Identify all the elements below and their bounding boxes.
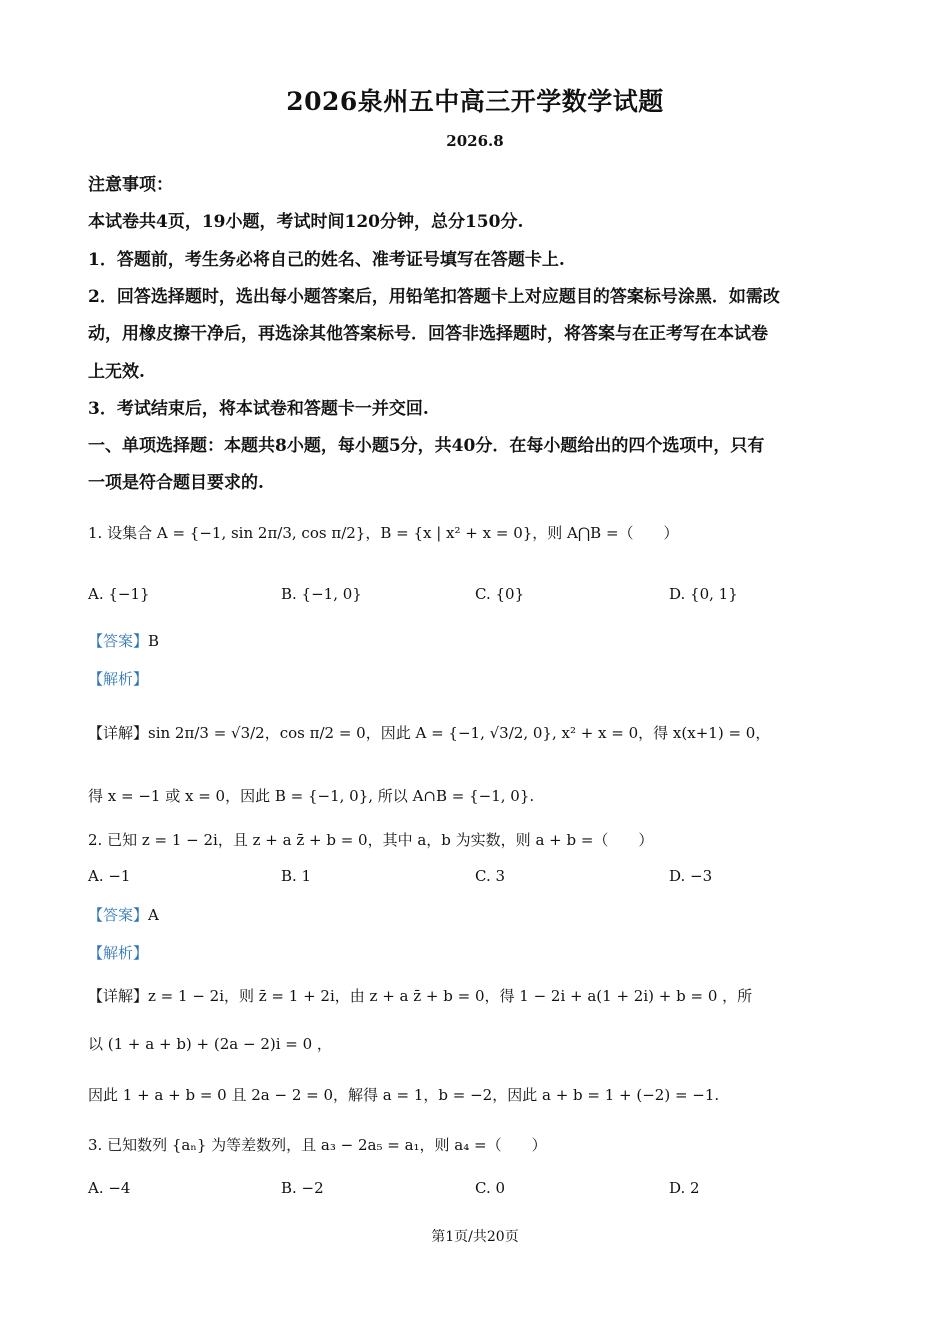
question-3-option-c: C. 0 <box>475 1179 506 1197</box>
notice-heading: 注意事项： <box>88 175 173 195</box>
question-1-detail-line-2: 得 x = −1 或 x = 0，因此 B = {−1, 0}, 所以 A∩B = {−1, 0}. <box>88 787 535 805</box>
question-1-option-c: C. {0} <box>475 585 525 603</box>
question-1-option-a: A. {−1} <box>88 585 150 603</box>
notice-summary: 本试卷共4页，19小题，考试时间120分钟，总分150分. <box>88 212 524 232</box>
question-3-option-b: B. −2 <box>281 1179 324 1197</box>
answer-value: A <box>148 906 159 924</box>
question-1-answer <box>88 630 159 651</box>
question-3-option-d: D. 2 <box>669 1179 700 1197</box>
section-1-heading-line-2: 一项是符合题目要求的. <box>88 473 264 493</box>
exam-date: 2026.8 <box>446 132 504 150</box>
answer-value: B <box>148 632 160 650</box>
question-2-detail-line-3: 因此 1 + a + b = 0 且 2a − 2 = 0，解得 a = 1，b = −2，因此 a + b = 1 + (−2) = −1. <box>88 1086 720 1104</box>
question-3-stem: 3. 已知数列 {aₙ} 为等差数列，且 a₃ − 2a₅ = a₁，则 a₄ =（ ） <box>88 1136 547 1154</box>
question-1-detail-line-1: 【详解】sin 2π/3 = √3/2，cos π/2 = 0，因此 A = {−1, √3/2, 0}, x² + x = 0，得 x(x+1) = 0， <box>88 724 771 742</box>
question-2-option-a: A. −1 <box>88 867 131 885</box>
question-2-stem: 2. 已知 z = 1 − 2i，且 z + a z̄ + b = 0，其中 a，b 为实数，则 a + b =（ ） <box>88 831 654 849</box>
notice-item-2-line-3: 上无效. <box>88 362 145 382</box>
section-1-heading-line-1: 一、单项选择题：本题共8小题，每小题5分，共40分．在每小题给出的四个选项中，只有 <box>88 436 765 456</box>
question-2-analysis-label: 【解析】 <box>88 944 149 962</box>
notice-item-2-line-2: 动，用橡皮擦干净后，再选涂其他答案标号．回答非选择题时，将答案与在正考写在本试卷 <box>88 324 768 344</box>
question-3-option-a: A. −4 <box>88 1179 131 1197</box>
question-2-detail-line-2: 以 (1 + a + b) + (2a − 2)i = 0 ， <box>88 1035 332 1053</box>
page-footer: 第1页/共20页 <box>431 1229 519 1245</box>
question-1-stem: 1. 设集合 A = {−1, sin 2π/3, cos π/2}，B = {x | x² + x = 0}，则 A⋂B =（ ） <box>88 524 679 542</box>
question-1-option-d: D. {0, 1} <box>669 585 738 603</box>
question-2-option-b: B. 1 <box>281 867 312 885</box>
question-1-option-b: B. {−1, 0} <box>281 585 362 603</box>
notice-item-1: 1．答题前，考生务必将自己的姓名、准考证号填写在答题卡上. <box>88 250 565 270</box>
question-2-option-c: C. 3 <box>475 867 506 885</box>
question-2-detail-line-1: 【详解】z = 1 − 2i，则 z̄ = 1 + 2i，由 z + a z̄ + b = 0，得 1 − 2i + a(1 + 2i) + b = 0 ，所 <box>88 987 753 1005</box>
notice-item-3: 3．考试结束后，将本试卷和答题卡一并交回. <box>88 399 429 419</box>
answer-label: 【答案】 <box>88 632 149 650</box>
page-title: 2026泉州五中高三开学数学试题 <box>286 87 664 116</box>
question-2-option-d: D. −3 <box>669 867 713 885</box>
answer-label: 【答案】 <box>88 906 149 924</box>
question-2-answer <box>88 904 159 925</box>
question-1-analysis-label: 【解析】 <box>88 670 149 688</box>
notice-item-2-line-1: 2．回答选择题时，选出每小题答案后，用铅笔扣答题卡上对应题目的答案标号涂黑．如需改 <box>88 287 780 307</box>
